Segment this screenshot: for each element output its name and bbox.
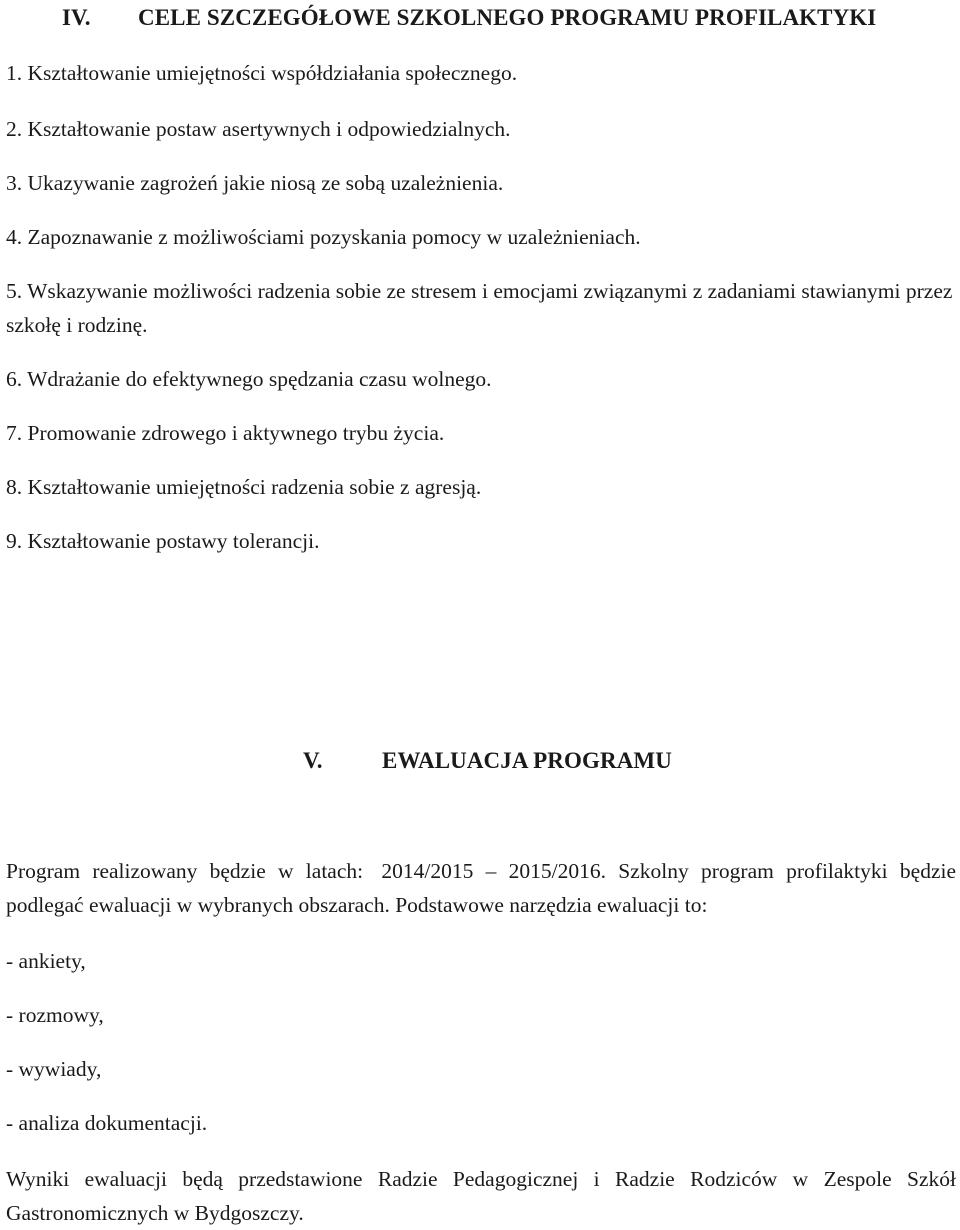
evaluation-intro-part-2: 2014/2015 – 2015/2016. Szkolny program profilaktyki będzie podlegać ewaluacji w wybranych obszarach. Podstawowe narzędzia ewaluacji to: — [6, 859, 956, 917]
goal-item-2: 2. Kształtowanie postaw asertywnych i odpowiedzialnych. — [6, 117, 511, 141]
goal-item-6: 6. Wdrażanie do efektywnego spędzania czasu wolnego. — [6, 367, 492, 391]
goal-item-5: 5. Wskazywanie możliwości radzenia sobie ze stresem i emocjami związanymi z zadaniami stawianymi przez szkołę i rodzinę. — [6, 279, 953, 337]
goal-item-3: 3. Ukazywanie zagrożeń jakie niosą ze sobą uzależnienia. — [6, 171, 504, 195]
evaluation-intro-part-1: Program realizowany będzie w latach: — [6, 859, 364, 883]
goal-item-4: 4. Zapoznawanie z możliwościami pozyskania pomocy w uzależnieniach. — [6, 225, 641, 249]
section-5-number: V. — [303, 748, 323, 773]
evaluation-tool-2: - rozmowy, — [6, 1003, 104, 1027]
evaluation-tool-4: - analiza dokumentacji. — [6, 1111, 208, 1135]
evaluation-tool-1: - ankiety, — [6, 949, 86, 973]
section-4-number: IV. — [62, 5, 91, 30]
section-4-title: CELE SZCZEGÓŁOWE SZKOLNEGO PROGRAMU PROFILAKTYKI — [138, 5, 877, 30]
evaluation-intro-paragraph — [6, 854, 956, 922]
goal-item-7: 7. Promowanie zdrowego i aktywnego trybu życia. — [6, 421, 445, 445]
goal-item-1: 1. Kształtowanie umiejętności współdziałania społecznego. — [6, 61, 518, 85]
section-5-heading — [303, 746, 672, 776]
goal-item-9: 9. Kształtowanie postawy tolerancji. — [6, 529, 320, 553]
goal-item-8: 8. Kształtowanie umiejętności radzenia sobie z agresją. — [6, 475, 482, 499]
evaluation-tool-3: - wywiady, — [6, 1057, 102, 1081]
evaluation-conclusion-paragraph: Wyniki ewaluacji będą przedstawione Radzie Pedagogicznej i Radzie Rodziców w Zespole Szkół Gastronomicznych w Bydgoszczy. — [6, 1167, 956, 1225]
section-4-heading — [62, 3, 876, 33]
section-5-title: EWALUACJA PROGRAMU — [382, 748, 672, 773]
